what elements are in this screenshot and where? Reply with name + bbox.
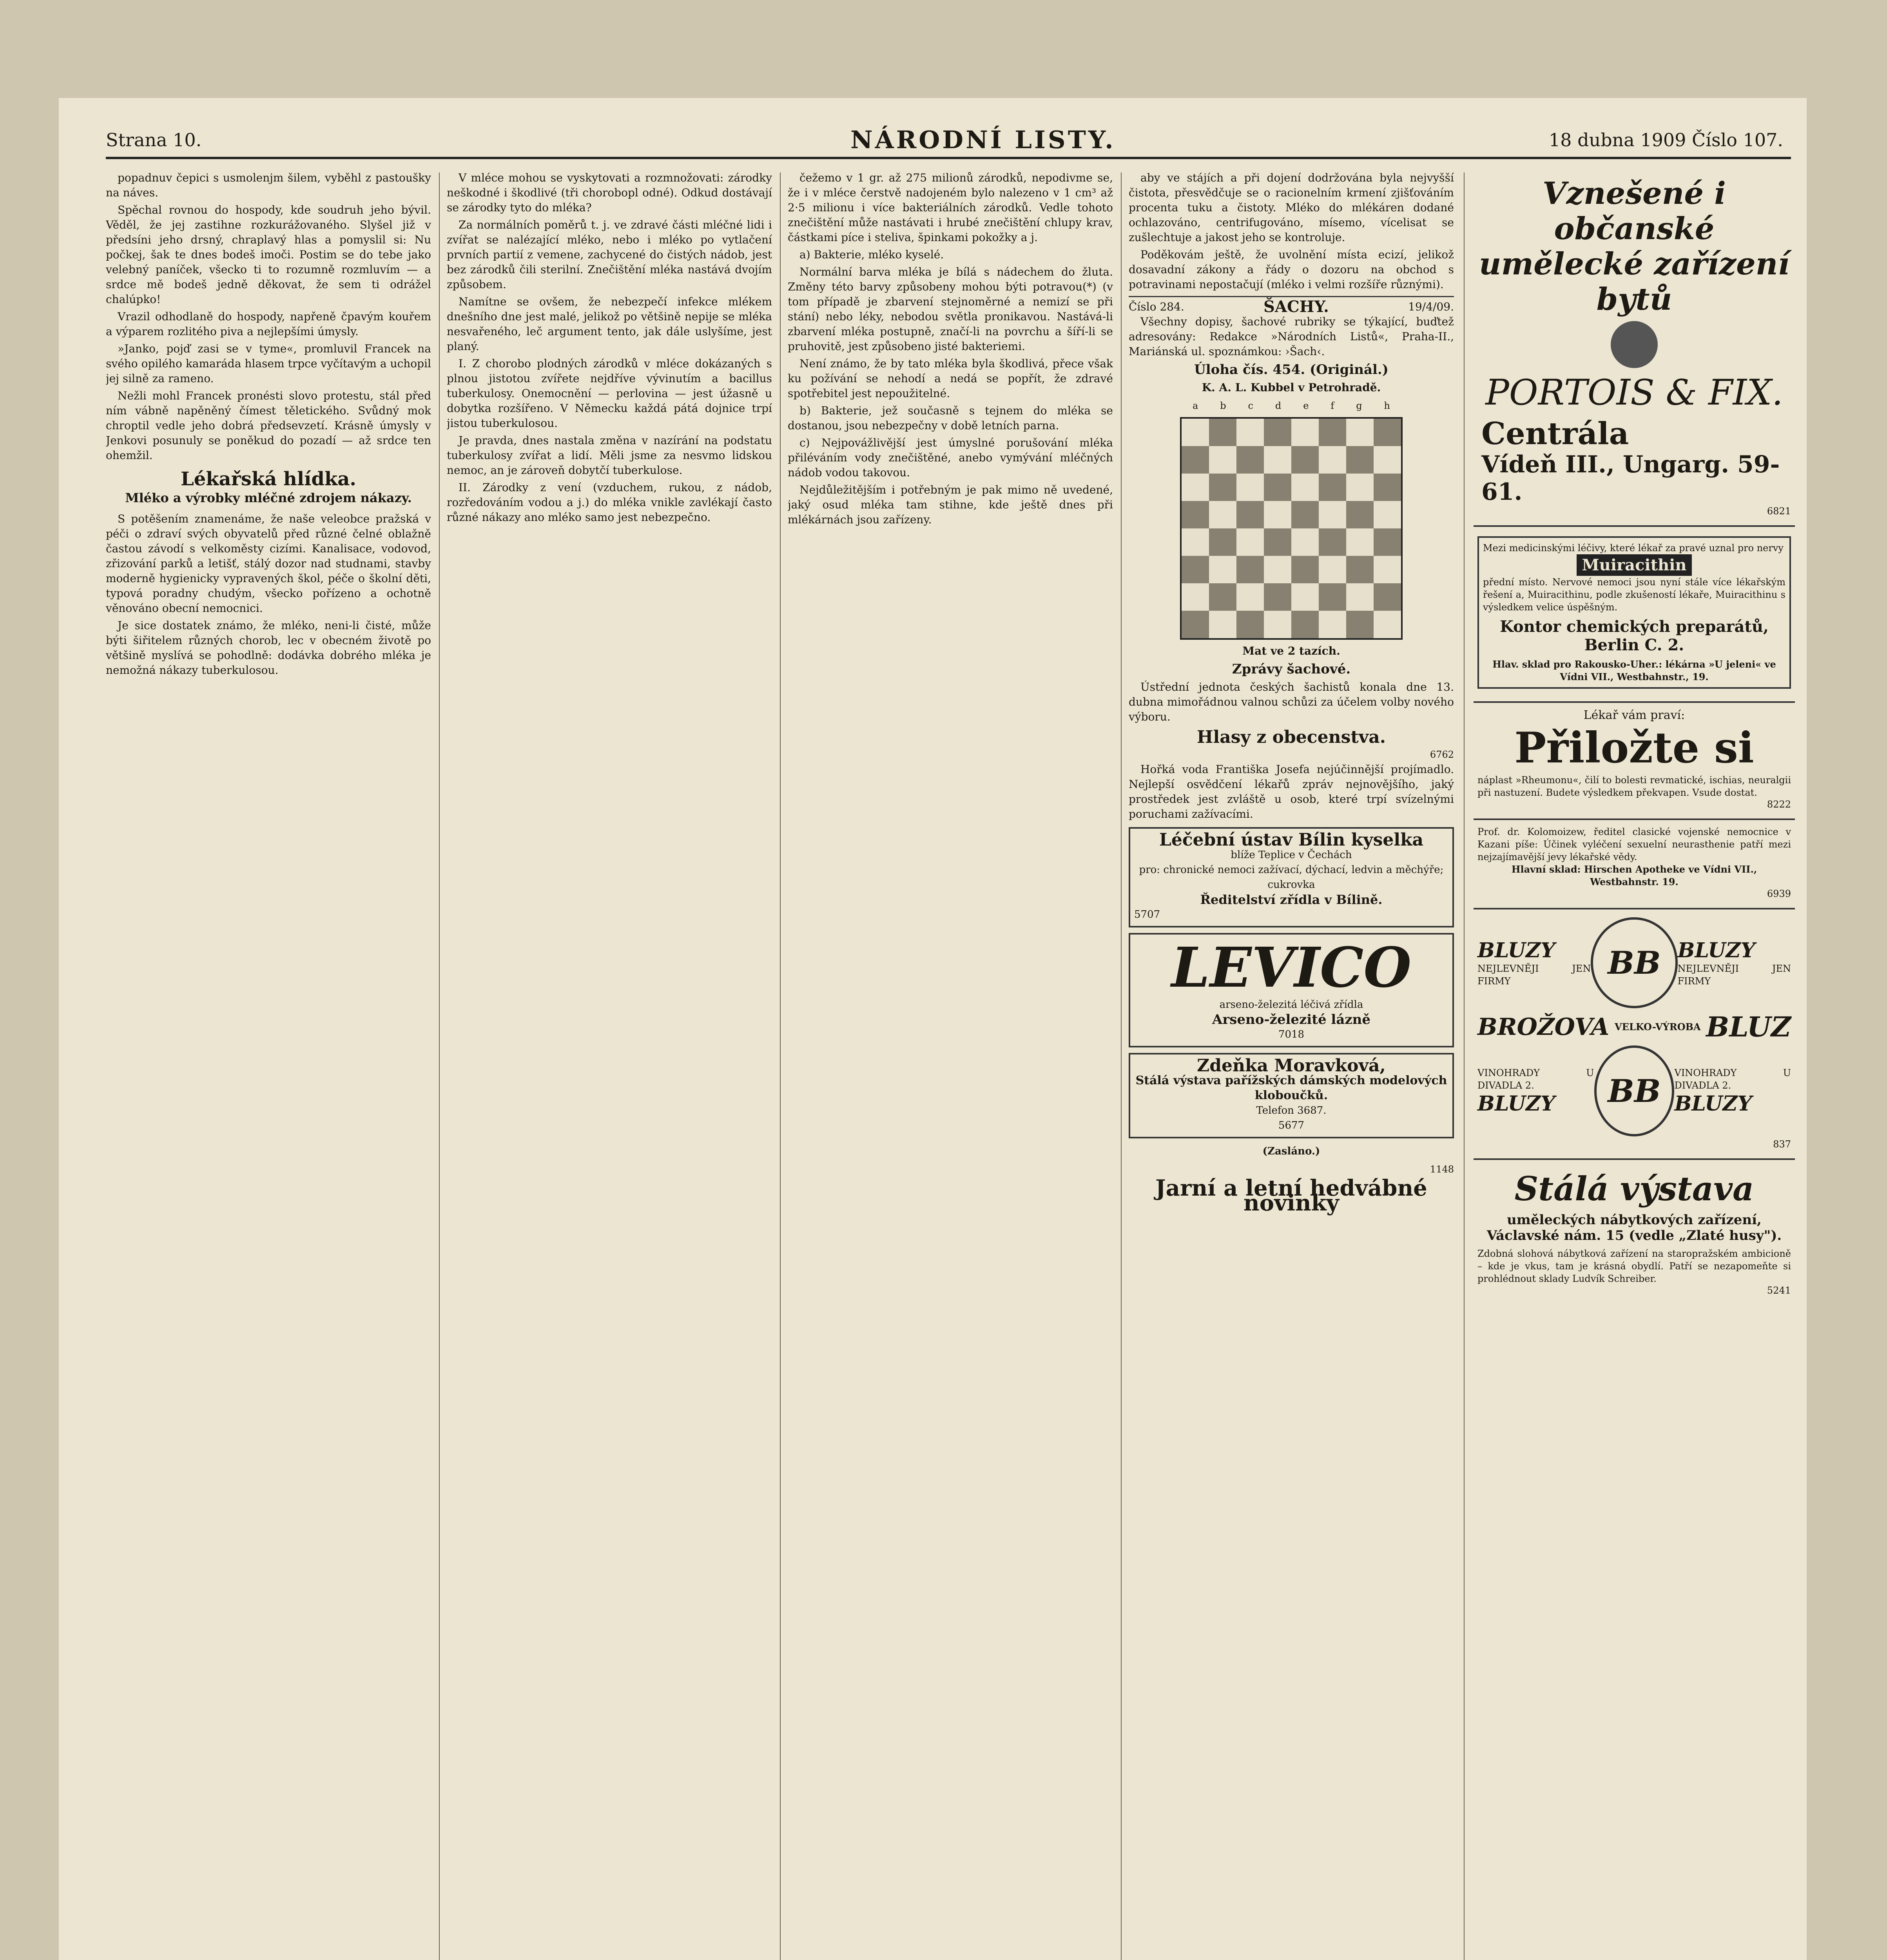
board-square — [1264, 528, 1291, 556]
board-square — [1209, 611, 1236, 638]
paragraph: Nejdůležitějším i potřebným je pak mimo ně uvedené, jaký osud mléka tam stihne, kde ještě dnes při mlékárnách jsou zařízeny. — [788, 483, 1113, 526]
eagle-icon — [1611, 321, 1658, 368]
bb-logo: BB — [1594, 1045, 1675, 1136]
ad-address: VINOHRADY U DIVADLA 2. — [1477, 1067, 1594, 1091]
board-square — [1209, 474, 1236, 501]
ad-text: přední místo. Nervové nemoci jsou nyní stále více lékařským řešení a, Muiracithinu, podle zkušeností lékaře, Muiracithinu s výsledkem velice úspěšným. — [1483, 577, 1785, 613]
paragraph: aby ve stájích a při dojení dodržována byla nejvyšší čistota, přesvědčuje se o racionelním krmení zjišťováním procenta tuku a čistoty. Mléko do mlékáren dodané ochlazováno, centrifugováno, mísemo, vícelisat se zušlechtuje a jakost jeho se kontroluje. — [1129, 171, 1454, 244]
section-subtitle: Mléko a výrobky mléčné zdrojem nákazy. — [125, 490, 412, 505]
bilin-ad — [1129, 827, 1454, 927]
board-square — [1209, 419, 1236, 446]
board-square — [1236, 419, 1264, 446]
column-rule — [780, 172, 781, 1960]
velkovyroba: VELKO-VÝROBA — [1615, 1021, 1701, 1033]
paragraph: Je sice dostatek známo, že mléko, neni-li čisté, může býti šiřitelem různých chorob, lec v obecném životě po většině myslívá se pohodlně: dodávka dobrého mléka je nemožná nákazy tuberkulosou. — [106, 619, 431, 677]
board-square — [1182, 446, 1209, 474]
chess-author: K. A. L. Kubbel v Petrohradě. — [1202, 381, 1381, 394]
chess-problem: Úloha čís. 454. (Originál.) — [1194, 362, 1389, 377]
ad-number: 7018 — [1278, 1029, 1305, 1040]
board-square — [1264, 446, 1291, 474]
ad-desc: pro: chronické nemoci zažívací, dýchací, ledvin a měchýře; cukrovka — [1139, 864, 1444, 891]
ad-address: Vídeň III., Ungarg. 59-61. — [1481, 451, 1780, 506]
paragraph: »Janko, pojď zasi se v tyme«, promluvil Francek na svého opilého kamaráda hlasem trpce vyčítavým a uchopil jej silně za rameno. — [106, 342, 431, 385]
ad-subtitle: Arseno-železité lázně — [1212, 1012, 1371, 1027]
ad-address: VINOHRADY U DIVADLA 2. — [1674, 1067, 1791, 1091]
board-square — [1182, 474, 1209, 501]
board-square — [1209, 528, 1236, 556]
paragraph: II. Zárodky z vení (vzduchem, rukou, z nádob, rozředováním vodou a j.) do mléka vnikle zavlékají často různé nákazy ano mléko samo jest nebezpečno. — [447, 481, 772, 524]
board-square — [1264, 611, 1291, 638]
board-square — [1291, 419, 1319, 446]
board-square — [1236, 611, 1264, 638]
column-rule — [1464, 172, 1465, 1960]
board-square — [1319, 611, 1346, 638]
board-square — [1346, 556, 1374, 583]
header-rule — [106, 157, 1791, 159]
chess-title: ŠACHY. — [1263, 298, 1329, 316]
muiracithin-title: Muiracithin — [1577, 554, 1692, 576]
board-square — [1209, 501, 1236, 528]
paragraph: c) Nejpovážlivější jest úmyslné porušování mléka přiléváním vody znečištěné, anebo vymývání mléčných nádob vodou takovou. — [788, 436, 1113, 479]
board-square — [1346, 583, 1374, 611]
board-square — [1319, 556, 1346, 583]
board-square — [1182, 611, 1209, 638]
bb-logo: BB — [1591, 917, 1677, 1008]
ad-lead: Lékař vám praví: — [1583, 708, 1685, 722]
letters-title: Hlasy z obecenstva. — [1196, 727, 1386, 747]
ad-number: 5677 — [1278, 1120, 1305, 1131]
professor-ad — [1474, 820, 1795, 909]
board-square — [1291, 474, 1319, 501]
board-square — [1209, 583, 1236, 611]
page-number: Strana 10. — [106, 129, 202, 151]
moravkova-ad — [1129, 1053, 1454, 1138]
bluzy-word: BLUZY — [1674, 1091, 1752, 1116]
issue-date: 18 dubna 1909 Číslo 107. — [1548, 129, 1783, 151]
board-square — [1319, 446, 1346, 474]
column-rule — [1121, 172, 1122, 1960]
board-square — [1374, 556, 1401, 583]
portois-fix-logo: PORTOIS & FIX. — [1485, 372, 1783, 413]
paragraph: Ústřední jednota českých šachistů konala dne 13. dubna mimořádnou valnou schůzi za účelem volby nového výboru. — [1129, 681, 1454, 723]
column-3 — [788, 171, 1113, 1960]
paragraph: V mléce mohou se vyskytovati a rozmnožovati: zárodky neškodné i škodlivé (tři chorobopl odné). Odkud dostávají se zárodky tyto do mléka? — [447, 171, 772, 214]
board-square — [1236, 474, 1264, 501]
muiracithin-ad — [1474, 527, 1795, 703]
ad-centrala: Centrála — [1481, 416, 1629, 452]
ad-number: 8222 — [1767, 799, 1791, 810]
board-square — [1182, 501, 1209, 528]
newspaper-page — [59, 98, 1807, 1960]
ad-number: 6762 — [1430, 749, 1454, 760]
ad-headline: Přiložte si — [1514, 723, 1754, 773]
ad-number: 6821 — [1767, 506, 1791, 517]
board-square — [1264, 419, 1291, 446]
paragraph: S potěšením znamenáme, že naše veleobce pražská v péči o zdraví svých obyvatelů před různé čelné oblažně častou závodí s velkoměsty cizími. Kanalisace, vodovod, zřizování parků a letišť, stálý dozor nad studnami, stavby moderně hygienicky vypravených škol, péče o školní děti, typová poradny chudým, všecko pořízeno a ochotně věnováno obecní nemocnici. — [106, 512, 431, 615]
board-square — [1182, 528, 1209, 556]
ad-number: 6939 — [1767, 888, 1791, 899]
board-square — [1374, 528, 1401, 556]
board-square — [1374, 611, 1401, 638]
muiracithin-box — [1477, 536, 1791, 689]
bluzy-word: BLUZY — [1477, 938, 1555, 962]
ad-headline: Vznešené i občanské umělecké zařízení bytů — [1479, 176, 1790, 317]
chess-number: Číslo 284. — [1129, 300, 1184, 313]
paragraph: Poděkovám ještě, že uvolnění místa ecizí, jelikož dosavadní zákony a řády o dozoru na obchod s potravinami nepostačují (mléko i velmi rozšíře různými). — [1129, 248, 1454, 291]
board-square — [1319, 583, 1346, 611]
chess-board — [1180, 417, 1403, 640]
board-square — [1291, 556, 1319, 583]
ad-address: Hlav. sklad pro Rakousko-Uher.: lékárna »U jeleni« ve Vídni VII., Westbahnstr., 19. — [1492, 659, 1776, 682]
ad-sub: NEJLEVNĚJI JEN FIRMY — [1677, 963, 1791, 987]
silk-ad-title: Jarní a letní hedvábné novinky — [1155, 1175, 1427, 1216]
paragraph: Namítne se ovšem, že nebezpečí infekce mlékem dnešního dne jest malé, jelikož po většině nepije se mléka nesvařeného, leč argument tento, jak dále uslyšíme, jest planý. — [447, 295, 772, 353]
board-square — [1264, 501, 1291, 528]
levico-ad — [1129, 933, 1454, 1047]
chess-section — [1129, 296, 1454, 659]
board-square — [1236, 556, 1264, 583]
board-square — [1182, 556, 1209, 583]
brozova-blouses-ad — [1474, 909, 1795, 1160]
board-square — [1264, 474, 1291, 501]
ad-desc: arseno-železitá léčivá zřídla — [1219, 999, 1363, 1011]
board-square — [1319, 474, 1346, 501]
board-square — [1264, 583, 1291, 611]
board-square — [1346, 446, 1374, 474]
paragraph: Je pravda, dnes nastala změna v nazírání na podstatu tuberkulosy zvířat a lidí. Měli jsme za nesvmo lidskou nemoc, an je zároveň dobytčí tuberkulose. — [447, 434, 772, 477]
chess-text: Všechny dopisy, šachové rubriky se týkající, buďtež adresovány: Redakce »Národních Listů«, Praha-II., Mariánská ul. spoznámkou: ›Šach‹. — [1129, 315, 1454, 358]
board-square — [1346, 528, 1374, 556]
ad-title: Zdeňka Moravková, — [1197, 1056, 1386, 1076]
bluzy-word: BLUZY — [1677, 938, 1755, 962]
paragraph: Za normálních poměrů t. j. ve zdravé části mléčné lidi i zvířat se nalézající mléko, nebo i mléko po vytlačení prvních partií z vemene, zachycené do čistých nádob, jest bez zárodků čili sterilní. Znečištění mléka nastává dvojím způsobem. — [447, 218, 772, 291]
board-square — [1291, 501, 1319, 528]
column-2 — [447, 171, 772, 1960]
board-square — [1374, 419, 1401, 446]
board-square — [1291, 583, 1319, 611]
paragraph: a) Bakterie, mléko kyselé. — [799, 248, 944, 261]
ad-number: 837 — [1773, 1139, 1791, 1150]
stala-vystava-ad — [1474, 1160, 1795, 1305]
ad-address: Hlavní sklad: Hirschen Apotheke ve Vídni VII., Westbahnstr. 19. — [1511, 864, 1757, 887]
board-square — [1236, 583, 1264, 611]
board-square — [1209, 446, 1236, 474]
paragraph: Vrazil odhodlaně do hospody, napřeně čpavým kouřem a výparem rozlitého piva a nejlepšími úmysly. — [106, 310, 431, 338]
paragraph: b) Bakterie, jež současně s tejnem do mléka se dostanou, jsou nebezpečny v době letních parna. — [788, 404, 1113, 432]
board-square — [1236, 446, 1264, 474]
ad-subtitle: blíže Teplice v Čechách — [1231, 849, 1352, 861]
paragraph: I. Z chorobo plodných zárodků v mléce dokázaných s plnou jistotou zvířete nejdříve vývinutím a bacillus tuberkulosy. Onemocnění — perlovina — jest úžasně u dobytka rozšířeno. V Německu každá pátá dojnice trpí jistou tuberkulosou. — [447, 357, 772, 430]
paragraph: čežemo v 1 gr. až 275 milionů zárodků, nepodivme se, že i v mléce čerstvě nadojeném bylo nalezeno v 1 cm³ až 2·5 milionu i více bakteriálních zárodků. Vedle tohoto znečištění může nastávati i hrubé znečištění chlupy krav, částkami píce i steliva, špinkami pokožky a j. — [788, 171, 1113, 244]
board-square — [1374, 583, 1401, 611]
paragraph: Hořká voda Františka Josefa nejúčinnější projímadlo. Nejlepší osvědčení lékařů zpráv nejnovějšího, jaký prostředek jest zvláště u osob, které trpí svízelnými poruchami zažívacími. — [1129, 763, 1454, 820]
ad-subtitle: uměleckých nábytkových zařízení, Václavské nám. 15 (vedle „Zlaté husy"). — [1486, 1212, 1782, 1243]
board-square — [1236, 501, 1264, 528]
board-square — [1291, 611, 1319, 638]
kontor-name: Kontor chemických preparátů, Berlin C. 2. — [1500, 617, 1769, 654]
ad-text: Prof. dr. Kolomoizew, ředitel clasické vojenské nemocnice v Kazani píše: Účinek vyléčení sexuelní neurasthenie patří mezi nejzajímavější jevy lékařské vědy. — [1477, 826, 1791, 862]
board-square — [1182, 583, 1209, 611]
board-square — [1319, 528, 1346, 556]
ad-number: 5241 — [1767, 1285, 1791, 1296]
board-square — [1319, 419, 1346, 446]
bluz-word: BLUZ — [1706, 1011, 1791, 1043]
board-square — [1291, 446, 1319, 474]
column-rule — [439, 172, 440, 1960]
rheumon-ad — [1474, 703, 1795, 820]
portois-fix-ad — [1474, 171, 1795, 527]
ad-number: 5707 — [1134, 909, 1160, 920]
ad-title: Léčební ústav Bílin kyselka — [1159, 830, 1424, 850]
column-4 — [1129, 171, 1454, 1960]
paragraph: Není známo, že by tato mléka byla škodlivá, přece však ku požívání se nehodí a nedá se popřít, že zdravé spotřebitel jest nepoužitelné. — [788, 357, 1113, 400]
board-square — [1209, 556, 1236, 583]
ad-sub: NEJLEVNĚJI JEN FIRMY — [1477, 963, 1591, 987]
ad-column — [1474, 171, 1795, 1960]
page-header — [106, 125, 1783, 157]
ad-text: Zdobná slohová nábytková zařízení na staropražském ambicioně – kde je vkus, tam je krásná obydlí. Patří se nezapomeňte si prohlédnout sklady Ludvík Schreiber. — [1477, 1248, 1791, 1284]
paragraph: Nežli mohl Francek pronésti slovo protestu, stál před ním vábně napěněný čímest těletického. Svůdný mok chroptil vedle jeho dobrá předsevzetí. Krásně úmysly v Jenkovi posunuly se poněkud do pozadí — až srdce ten ohemžil. — [106, 389, 431, 462]
chess-caption: Mat ve 2 tazích. — [1242, 644, 1340, 657]
ad-footer: Ředitelství zřídla v Bílině. — [1200, 892, 1383, 907]
board-square — [1319, 501, 1346, 528]
board-square — [1346, 419, 1374, 446]
chess-date: 19/4/09. — [1408, 300, 1454, 313]
board-square — [1346, 611, 1374, 638]
ad-number: 1148 — [1430, 1164, 1454, 1175]
bluzy-word: BLUZY — [1477, 1091, 1555, 1116]
paragraph: Spěchal rovnou do hospody, kde soudruh jeho bývil. Věděl, že jej zastihne rozkurážovaného. Slyšel již v předsíni jeho drsný, chraplavý hlas a pomyslil si: Nu počkej, šak te dnes bodeš imoči. Postim se do tebe jako velebný paníček, všecko ti to rozumně rozmluvím — a srdce mě bodeš jedně děkovat, že sem ti odrážel chalúpko! — [106, 203, 431, 306]
board-square — [1291, 528, 1319, 556]
ad-lead: Mezi medicinskými léčivy, které lékař za pravé uznal pro nervy — [1483, 543, 1784, 554]
ad-headline: Stálá výstava — [1514, 1169, 1754, 1208]
brozova-name: BROŽOVA — [1477, 1013, 1610, 1041]
section-title: Lékařská hlídka. — [180, 468, 357, 490]
board-square — [1236, 528, 1264, 556]
ad-text: náplast »Rheumonu«, čilí to bolesti revmatické, ischias, neuralgii při nastuzení. Budete výsledkem překvapen. Vsude dostat. — [1477, 775, 1791, 798]
ad-phone: Telefon 3687. — [1256, 1105, 1327, 1116]
masthead-title: NÁRODNÍ LISTY. — [850, 125, 1116, 154]
ad-desc: Stálá výstava pařížských dámských modelových kloboučků. — [1135, 1074, 1447, 1102]
board-square — [1374, 501, 1401, 528]
levico-logo: LEVICO — [1171, 936, 1412, 1000]
board-square — [1374, 446, 1401, 474]
board-square — [1374, 474, 1401, 501]
chess-news-title: Zprávy šachové. — [1232, 661, 1351, 677]
board-files: a b c d e f g h — [1192, 400, 1390, 411]
board-square — [1346, 474, 1374, 501]
board-square — [1346, 501, 1374, 528]
board-square — [1264, 556, 1291, 583]
board-square — [1182, 419, 1209, 446]
sent-label: (Zasláno.) — [1262, 1145, 1320, 1157]
paragraph: Normální barva mléka je bílá s nádechem do žluta. Změny této barvy způsobeny mohou býti potravou(*) (v tom případě je zbarvení stejnoměrné a nemizí se při stání) nebo léky, nebodou světla pronikavou. Nastává-li zbarvení mléka postupně, značí-li na povrchu a šíří-li se pruhovitě, jest způsobeno jisté bakteriemi. — [788, 265, 1113, 353]
column-1 — [106, 171, 431, 1960]
paragraph: popadnuv čepici s usmolenjm šilem, vyběhl z pastoušky na náves. — [106, 171, 431, 199]
